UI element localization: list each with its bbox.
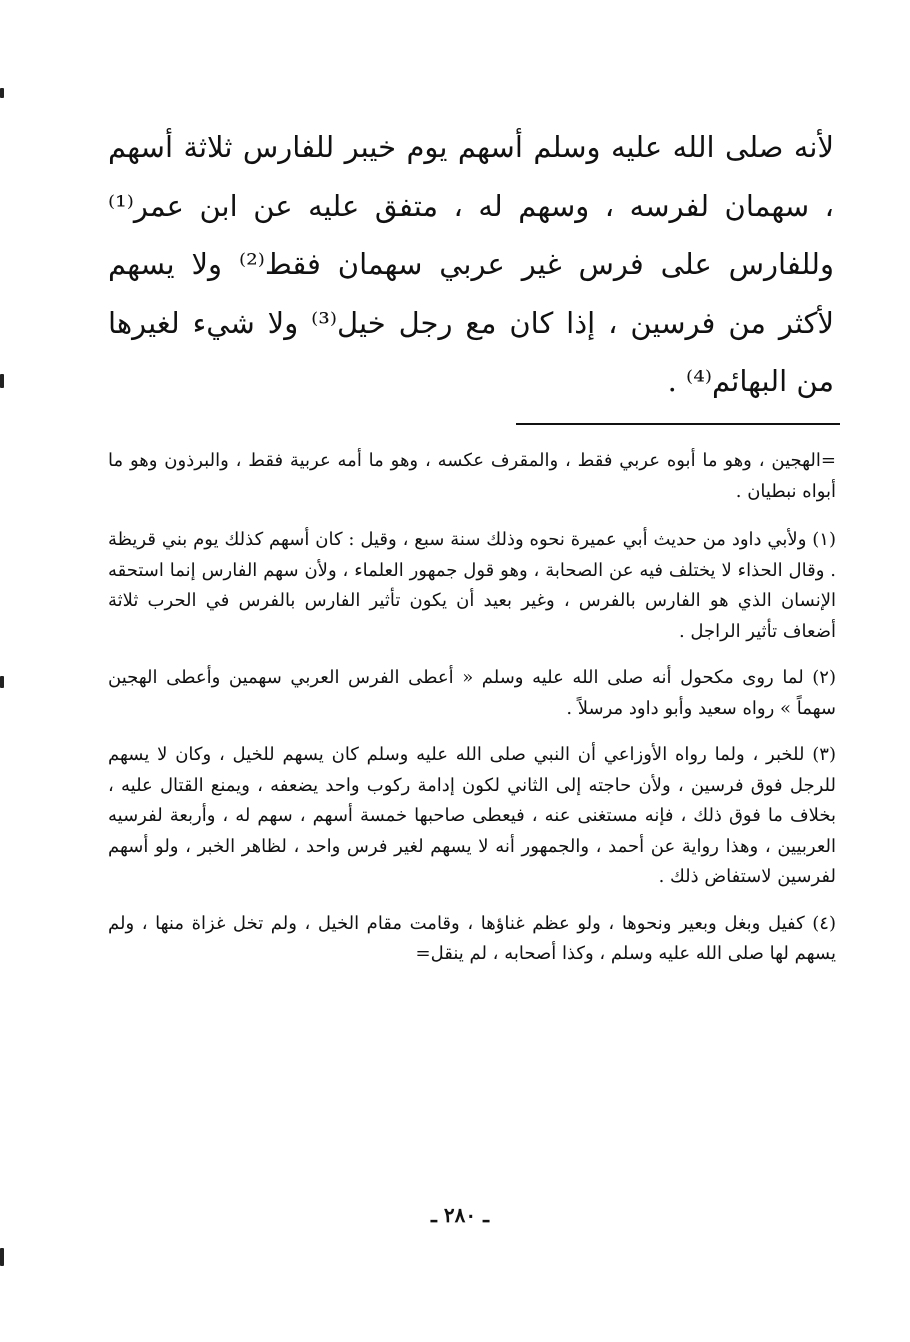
scan-edge-mark — [0, 88, 4, 98]
footnote-4: (٤) كفيل وبغل وبعير ونحوها ، ولو عظم غناؤها ، وقامت مقام الخيل ، ولم تخل غزاة منها ، ولم يسهم لها صلى الله عليه وسلم ، وكذا أصحابه ، لم ينقل= — [108, 912, 836, 964]
page-number: ـ ٢٨٠ ـ — [431, 1203, 489, 1227]
footnote-2: (٢) لما روى مكحول أنه صلى الله عليه وسلم « أعطى الفرس العربي سهمين وأعطى الهجين سهماً » رواه سعيد وأبو داود مرسلاً . — [108, 667, 836, 719]
footnote-3: (٣) للخبر ، ولما رواه الأوزاعي أن النبي صلى الله عليه وسلم كان يسهم للخيل ، وكان لا يسهم للرجل فوق فرسين ، ولأن حاجته إلى الثاني لكون إدامة ركوب واحد يضعفه ، ويمنع القتال عليه ، بخلاف ما فوق ذلك ، فإنه مستغنى عنه ، فيعطى صاحبها خمسة أسهم ، سهم له ، وأربعة لفرسيه العربيين ، وهذا رواية عن أحمد ، والجمهور أنه لا يسهم لغير فرس واحد ، لظاهر الخبر ، ولو أسهم لفرسين لاستفاض ذلك . — [108, 744, 836, 887]
scan-edge-mark — [0, 1248, 4, 1266]
footnotes-block — [108, 446, 836, 986]
main-text-block — [108, 118, 834, 411]
main-paragraph: لأنه صلى الله عليه وسلم أسهم يوم خيبر للفارس ثلاثة أسهم ، سهمان لفرسه ، وسهم له ، متفق عليه عن ابن عمر⁽¹⁾ وللفارس على فرس غير عربي سهمان فقط⁽²⁾ ولا يسهم لأكثر من فرسين ، إذا كان مع رجل خيل⁽³⁾ ولا شيء لغيرها من البهائم⁽⁴⁾ . — [108, 130, 834, 398]
footnote-continuation: =الهجين ، وهو ما أبوه عربي فقط ، والمقرف عكسه ، وهو ما أمه عربية فقط ، والبرذون وهو ما أبواه نبطيان . — [108, 450, 836, 502]
scan-edge-mark — [0, 676, 4, 688]
footnote-separator — [516, 423, 840, 425]
footnote-1: (١) ولأبي داود من حديث أبي عميرة نحوه وذلك سنة سبع ، وقيل : كان أسهم كذلك يوم بني قريظة . وقال الحذاء لا يختلف فيه عن الصحابة ، وهو قول جمهور العلماء ، ولأن سهم الفارس إنما استحقه الإنسان الذي هو الفارس بالفرس ، وغير بعيد أن يكون تأثير الفارس بالفرس في الحرب ثلاثة أضعاف تأثير الراجل . — [108, 529, 836, 642]
scan-edge-mark — [0, 374, 4, 388]
